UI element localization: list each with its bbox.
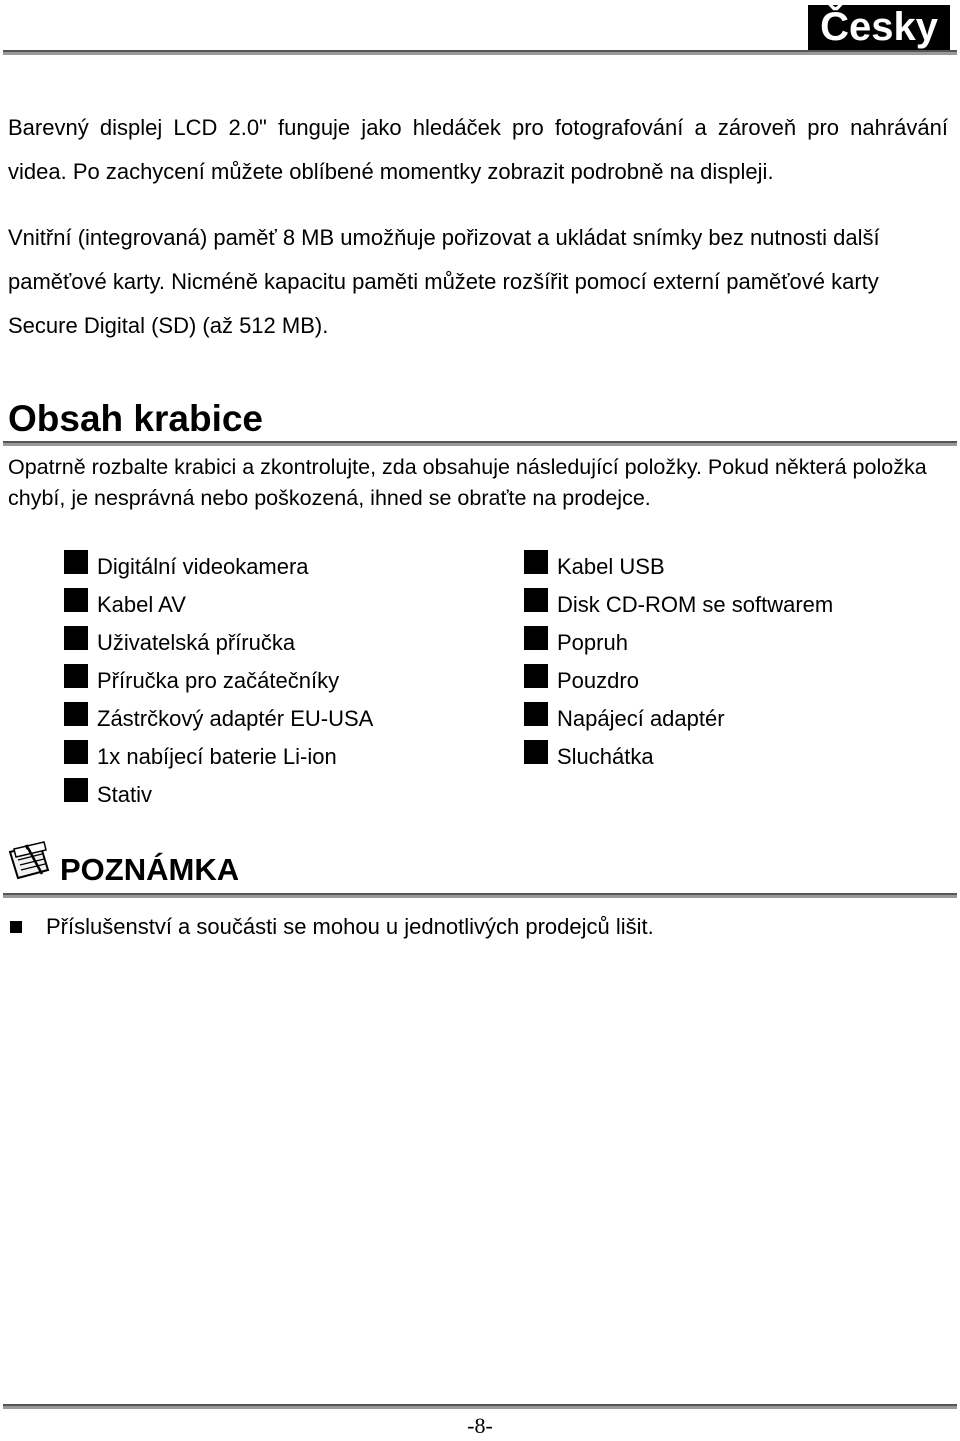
header-rule [3,50,957,55]
list-item-label: Uživatelská příručka [97,630,296,655]
bullet-square-icon [64,550,88,574]
list-item [64,548,373,586]
intro-paragraph-memory: Vnitřní (integrovaná) paměť 8 MB umožňuje pořizovat a ukládat snímky bez nutnosti další paměťové karty. Nicméně kapacitu paměti můžete rozšířit pomocí externí paměťové karty Secure Digital (SD) (až 512 MB). [8,225,880,338]
page-number: -8- [467,1413,493,1438]
list-item-label: Disk CD-ROM se softwarem [557,592,834,617]
bullet-square-icon [64,702,88,726]
list-item [64,662,373,700]
bullet-square-icon [64,778,88,802]
bullet-square-icon [64,664,88,688]
bullet-square-icon [10,921,22,933]
intro-paragraph-lcd: Barevný displej LCD 2.0" funguje jako hledáček pro fotografování a zároveň pro nahrávání videa. Po zachycení můžete oblíbené momentky zobrazit podrobně na displeji. [8,115,948,184]
list-item-label: Stativ [97,782,153,807]
list-item-label: 1x nabíjecí baterie Li-ion [97,744,337,769]
bullet-square-icon [524,702,548,726]
list-item [64,738,373,776]
list-item [524,662,833,700]
bullet-square-icon [64,626,88,650]
bullet-square-icon [524,626,548,650]
bullet-square-icon [524,588,548,612]
list-item-label: Digitální videokamera [97,554,309,579]
list-item [524,548,833,586]
list-item-label: Popruh [557,630,628,655]
list-item-label: Zástrčkový adaptér EU-USA [97,706,374,731]
list-item-label: Napájecí adaptér [557,706,725,731]
list-item [524,700,833,738]
section-rule [3,441,957,446]
list-item [64,586,373,624]
bullet-square-icon [524,740,548,764]
bullet-square-icon [524,550,548,574]
bullet-square-icon [64,588,88,612]
note-list-item [10,910,654,944]
footer-rule [3,1404,957,1409]
list-item [524,586,833,624]
box-contents-description: Opatrně rozbalte krabici a zkontrolujte, zda obsahuje následující položky. Pokud některá položka chybí, je nesprávná nebo poškozená, ihned se obraťte na prodejce. [8,455,927,510]
box-items-left-list [64,548,373,814]
list-item [64,776,373,814]
list-item-label: Kabel USB [557,554,665,579]
list-item [524,738,833,776]
note-rule [3,893,957,898]
note-title: POZNÁMKA [60,852,240,887]
list-item [64,624,373,662]
section-title-box-contents: Obsah krabice [8,398,264,439]
list-item-label: Kabel AV [97,592,186,617]
bullet-square-icon [524,664,548,688]
list-item [524,624,833,662]
note-pad-icon [6,840,52,880]
list-item-label: Pouzdro [557,668,639,693]
bullet-square-icon [64,740,88,764]
note-item-label: Příslušenství a součásti se mohou u jednotlivých prodejců lišit. [46,914,654,939]
list-item-label: Sluchátka [557,744,654,769]
box-items-right-list [524,548,833,776]
list-item [64,700,373,738]
list-item-label: Příručka pro začátečníky [97,668,340,693]
language-badge: Česky [808,5,950,51]
